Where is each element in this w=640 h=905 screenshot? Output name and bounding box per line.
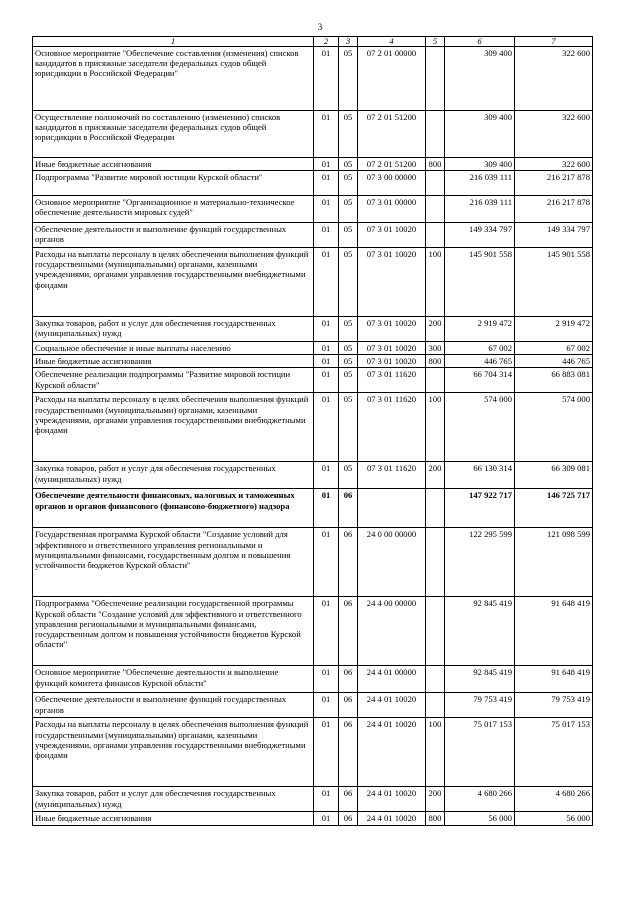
amount-year2-cell: 121 098 599 (515, 528, 593, 597)
target-article-cell: 07 3 01 10020 (358, 248, 426, 317)
section-code-cell: 01 (314, 158, 339, 171)
section-code-cell: 01 (314, 248, 339, 317)
amount-year1-cell: 309 400 (445, 47, 515, 111)
target-article-cell: 24 0 00 00000 (358, 528, 426, 597)
table-row (33, 718, 593, 787)
section-code-cell: 01 (314, 787, 339, 812)
table-row (33, 528, 593, 597)
amount-year1-cell: 75 017 153 (445, 718, 515, 787)
subsection-code-cell: 05 (339, 368, 358, 393)
target-article-cell: 24 4 01 10020 (358, 812, 426, 825)
subsection-code-cell: 06 (339, 812, 358, 825)
section-code-cell: 01 (314, 171, 339, 196)
subsection-code-cell: 05 (339, 47, 358, 111)
subsection-code-cell: 05 (339, 196, 358, 223)
expense-type-cell (426, 489, 445, 528)
row-name-cell: Закупка товаров, работ и услуг для обеспечения государственных (муниципальных) нужд (33, 462, 314, 489)
table-row (33, 171, 593, 196)
row-name-cell: Расходы на выплаты персоналу в целях обеспечения выполнения функций государственными (муниципальными) органами, казенными учреждениями, органами управления государственными внебюджетными фондами (33, 718, 314, 787)
amount-year2-cell: 216 217 878 (515, 171, 593, 196)
row-name-cell: Расходы на выплаты персоналу в целях обеспечения выполнения функций государственными (муниципальными) органами, казенными учреждениями, органами управления государственными внебюджетными фондами (33, 248, 314, 317)
amount-year1-cell: 147 922 717 (445, 489, 515, 528)
amount-year1-cell: 149 334 797 (445, 223, 515, 248)
row-name-cell: Подпрограмма "Обеспечение реализации государственной программы Курской области "Создание условий для эффективного и ответственного управления региональными и муниципальными финансами, государственным долгом и повышения устойчивости бюджетов Курской области" (33, 597, 314, 666)
expense-type-cell: 100 (426, 718, 445, 787)
amount-year1-cell: 122 295 599 (445, 528, 515, 597)
table-row (33, 223, 593, 248)
target-article-cell: 24 4 01 10020 (358, 718, 426, 787)
target-article-cell: 07 3 01 11620 (358, 368, 426, 393)
budget-table (32, 36, 593, 826)
subsection-code-cell: 05 (339, 223, 358, 248)
target-article-cell: 24 4 01 10020 (358, 693, 426, 718)
subsection-code-cell: 05 (339, 171, 358, 196)
table-row (33, 597, 593, 666)
row-name-cell: Основное мероприятие "Организационное и материально-техническое обеспечение деятельности мировых судей" (33, 196, 314, 223)
amount-year2-cell: 574 000 (515, 393, 593, 462)
table-row (33, 462, 593, 489)
expense-type-cell: 200 (426, 787, 445, 812)
table-row (33, 787, 593, 812)
section-code-cell: 01 (314, 812, 339, 825)
expense-type-cell: 800 (426, 158, 445, 171)
subsection-code-cell: 05 (339, 317, 358, 342)
amount-year1-cell: 574 000 (445, 393, 515, 462)
target-article-cell: 07 2 01 00000 (358, 47, 426, 111)
amount-year2-cell: 446 765 (515, 355, 593, 368)
amount-year2-cell: 56 000 (515, 812, 593, 825)
amount-year2-cell: 91 648 419 (515, 666, 593, 693)
table-row (33, 393, 593, 462)
expense-type-cell: 800 (426, 812, 445, 825)
row-name-cell: Закупка товаров, работ и услуг для обеспечения государственных (муниципальных) нужд (33, 787, 314, 812)
section-code-cell: 01 (314, 47, 339, 111)
column-number-row (33, 37, 593, 47)
column-header: 6 (445, 37, 515, 47)
target-article-cell: 07 2 01 51200 (358, 111, 426, 158)
subsection-code-cell: 06 (339, 489, 358, 528)
expense-type-cell (426, 666, 445, 693)
section-code-cell: 01 (314, 489, 339, 528)
column-header: 7 (515, 37, 593, 47)
table-row (33, 368, 593, 393)
section-code-cell: 01 (314, 718, 339, 787)
amount-year1-cell: 79 753 419 (445, 693, 515, 718)
subsection-code-cell: 05 (339, 393, 358, 462)
amount-year1-cell: 2 919 472 (445, 317, 515, 342)
expense-type-cell: 200 (426, 462, 445, 489)
amount-year2-cell: 322 600 (515, 111, 593, 158)
amount-year2-cell: 149 334 797 (515, 223, 593, 248)
amount-year1-cell: 216 039 111 (445, 196, 515, 223)
subsection-code-cell: 06 (339, 693, 358, 718)
subsection-code-cell: 06 (339, 718, 358, 787)
row-name-cell: Обеспечение деятельности и выполнение функций государственных органов (33, 223, 314, 248)
section-code-cell: 01 (314, 355, 339, 368)
section-code-cell: 01 (314, 223, 339, 248)
row-name-cell: Основное мероприятие "Обеспечение составления (изменения) списков кандидатов в присяжные заседатели федеральных судов общей юрисдикции в Российской Федерации" (33, 47, 314, 111)
row-name-cell: Осуществление полномочий по составлению (изменению) списков кандидатов в присяжные заседатели федеральных судов общей юрисдикции в Российской Федерации (33, 111, 314, 158)
table-row (33, 693, 593, 718)
subsection-code-cell: 05 (339, 355, 358, 368)
amount-year2-cell: 75 017 153 (515, 718, 593, 787)
subsection-code-cell: 05 (339, 462, 358, 489)
expense-type-cell: 800 (426, 355, 445, 368)
row-name-cell: Расходы на выплаты персоналу в целях обеспечения выполнения функций государственными (муниципальными) органами, казенными учреждениями, органами управления государственными внебюджетными фондами (33, 393, 314, 462)
row-name-cell: Подпрограмма "Развитие мировой юстиции Курской области" (33, 171, 314, 196)
expense-type-cell: 200 (426, 317, 445, 342)
amount-year2-cell: 66 883 081 (515, 368, 593, 393)
amount-year1-cell: 56 000 (445, 812, 515, 825)
amount-year1-cell: 66 130 314 (445, 462, 515, 489)
amount-year2-cell: 145 901 558 (515, 248, 593, 317)
amount-year2-cell: 322 600 (515, 158, 593, 171)
amount-year1-cell: 4 680 266 (445, 787, 515, 812)
target-article-cell: 07 3 00 00000 (358, 171, 426, 196)
target-article-cell: 07 3 01 10020 (358, 223, 426, 248)
expense-type-cell (426, 528, 445, 597)
subsection-code-cell: 05 (339, 342, 358, 355)
amount-year2-cell: 322 600 (515, 47, 593, 111)
amount-year2-cell: 66 309 081 (515, 462, 593, 489)
row-name-cell: Социальное обеспечение и иные выплаты населению (33, 342, 314, 355)
table-row (33, 158, 593, 171)
amount-year1-cell: 446 765 (445, 355, 515, 368)
expense-type-cell (426, 47, 445, 111)
amount-year2-cell: 67 002 (515, 342, 593, 355)
target-article-cell: 07 3 01 11620 (358, 462, 426, 489)
subsection-code-cell: 06 (339, 597, 358, 666)
table-row (33, 342, 593, 355)
section-code-cell: 01 (314, 528, 339, 597)
target-article-cell: 24 4 00 00000 (358, 597, 426, 666)
amount-year1-cell: 92 845 419 (445, 666, 515, 693)
table-body (33, 47, 593, 826)
row-name-cell: Обеспечение деятельности и выполнение функций государственных органов (33, 693, 314, 718)
expense-type-cell (426, 597, 445, 666)
table-row (33, 355, 593, 368)
target-article-cell: 07 3 01 10020 (358, 342, 426, 355)
row-name-cell: Закупка товаров, работ и услуг для обеспечения государственных (муниципальных) нужд (33, 317, 314, 342)
table-row (33, 812, 593, 825)
amount-year2-cell: 79 753 419 (515, 693, 593, 718)
column-header: 1 (33, 37, 314, 47)
row-name-cell: Иные бюджетные ассигнования (33, 812, 314, 825)
row-name-cell: Обеспечение деятельности финансовых, налоговых и таможенных органов и органов финансового (финансово-бюджетного) надзора (33, 489, 314, 528)
expense-type-cell (426, 223, 445, 248)
expense-type-cell (426, 111, 445, 158)
amount-year2-cell: 2 919 472 (515, 317, 593, 342)
amount-year1-cell: 309 400 (445, 158, 515, 171)
row-name-cell: Обеспечение реализации подпрограммы "Развитие мировой юстиции Курской области" (33, 368, 314, 393)
target-article-cell: 07 3 01 10020 (358, 317, 426, 342)
amount-year2-cell: 146 725 717 (515, 489, 593, 528)
expense-type-cell (426, 171, 445, 196)
section-code-cell: 01 (314, 342, 339, 355)
column-header: 3 (339, 37, 358, 47)
target-article-cell: 07 3 01 10020 (358, 355, 426, 368)
amount-year2-cell: 4 680 266 (515, 787, 593, 812)
expense-type-cell (426, 196, 445, 223)
amount-year1-cell: 145 901 558 (445, 248, 515, 317)
amount-year1-cell: 67 002 (445, 342, 515, 355)
amount-year1-cell: 92 845 419 (445, 597, 515, 666)
target-article-cell: 07 3 01 00000 (358, 196, 426, 223)
subsection-code-cell: 06 (339, 787, 358, 812)
target-article-cell: 07 3 01 11620 (358, 393, 426, 462)
section-code-cell: 01 (314, 196, 339, 223)
table-row (33, 489, 593, 528)
amount-year1-cell: 216 039 111 (445, 171, 515, 196)
amount-year1-cell: 66 704 314 (445, 368, 515, 393)
amount-year2-cell: 91 648 419 (515, 597, 593, 666)
amount-year1-cell: 309 400 (445, 111, 515, 158)
target-article-cell (358, 489, 426, 528)
target-article-cell: 07 2 01 51200 (358, 158, 426, 171)
section-code-cell: 01 (314, 666, 339, 693)
subsection-code-cell: 06 (339, 666, 358, 693)
row-name-cell: Основное мероприятие "Обеспечение деятельности и выполнение функций комитета финансов Курской области" (33, 666, 314, 693)
section-code-cell: 01 (314, 393, 339, 462)
target-article-cell: 24 4 01 10020 (358, 787, 426, 812)
section-code-cell: 01 (314, 111, 339, 158)
subsection-code-cell: 05 (339, 248, 358, 317)
row-name-cell: Иные бюджетные ассигнования (33, 355, 314, 368)
row-name-cell: Государственная программа Курской области "Создание условий для эффективного и ответственного управления региональными и муниципальными финансами, государственным долгом и повышения устойчивости бюджетов Курской области" (33, 528, 314, 597)
subsection-code-cell: 05 (339, 158, 358, 171)
target-article-cell: 24 4 01 00000 (358, 666, 426, 693)
column-header: 4 (358, 37, 426, 47)
section-code-cell: 01 (314, 368, 339, 393)
table-row (33, 317, 593, 342)
section-code-cell: 01 (314, 693, 339, 718)
section-code-cell: 01 (314, 462, 339, 489)
section-code-cell: 01 (314, 317, 339, 342)
amount-year2-cell: 216 217 878 (515, 196, 593, 223)
page-number: 3 (317, 22, 323, 32)
row-name-cell: Иные бюджетные ассигнования (33, 158, 314, 171)
table-row (33, 248, 593, 317)
subsection-code-cell: 06 (339, 528, 358, 597)
column-header: 5 (426, 37, 445, 47)
column-header: 2 (314, 37, 339, 47)
table-row (33, 666, 593, 693)
expense-type-cell (426, 368, 445, 393)
table-row (33, 111, 593, 158)
table-row (33, 196, 593, 223)
expense-type-cell: 100 (426, 248, 445, 317)
section-code-cell: 01 (314, 597, 339, 666)
expense-type-cell: 300 (426, 342, 445, 355)
expense-type-cell: 100 (426, 393, 445, 462)
subsection-code-cell: 05 (339, 111, 358, 158)
expense-type-cell (426, 693, 445, 718)
table-row (33, 47, 593, 111)
